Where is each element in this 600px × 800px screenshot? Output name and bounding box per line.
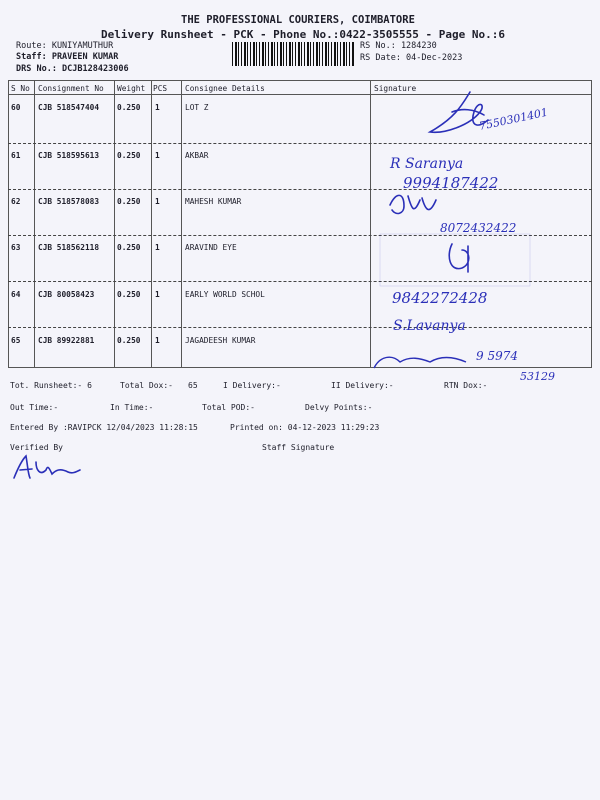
- office-stamp: [380, 234, 530, 286]
- column-divider: [114, 80, 115, 368]
- col-header-consignment: Consignment No: [38, 84, 104, 93]
- row-separator: [8, 143, 592, 144]
- total-runsheet: Tot. Runsheet:- 6: [10, 381, 92, 390]
- verified-by-label: Verified By: [10, 443, 63, 452]
- row-consignment: CJB 518547404: [38, 103, 100, 112]
- column-divider: [370, 80, 371, 368]
- company-title: THE PROFESSIONAL COURIERS, COIMBATORE: [181, 14, 415, 26]
- row-separator: [8, 189, 592, 190]
- row-weight: 0.250: [117, 151, 141, 160]
- staff-label: Staff: PRAVEEN KUMAR: [16, 52, 119, 62]
- row-weight: 0.250: [117, 243, 141, 252]
- rtn-dox: RTN Dox:-: [444, 381, 488, 390]
- handwritten-name: R Saranya: [390, 156, 464, 172]
- handwritten-phone: 9842272428: [392, 289, 488, 307]
- row-consignment: CJB 89922881: [38, 336, 95, 345]
- entered-by: Entered By :RAVIPCK 12/04/2023 11:28:15: [10, 423, 198, 432]
- row-separator: [8, 327, 592, 328]
- row-sno: 60: [11, 103, 21, 112]
- handwritten-phone: 8072432422: [440, 221, 517, 235]
- out-time: Out Time:-: [10, 403, 59, 412]
- row-weight: 0.250: [117, 103, 141, 112]
- column-divider: [34, 80, 35, 368]
- runsheet-subtitle: Delivery Runsheet - PCK - Phone No.:0422-3505555 - Page No.:6: [101, 28, 505, 41]
- route-label: Route: KUNIYAMUTHUR: [16, 41, 114, 51]
- row-consignment: CJB 80058423: [38, 290, 95, 299]
- row-pcs: 1: [155, 103, 160, 112]
- row-sno: 64: [11, 290, 21, 299]
- signature-scribble: [449, 244, 469, 272]
- row-weight: 0.250: [117, 197, 141, 206]
- row-sno: 61: [11, 151, 21, 160]
- handwritten-name: S.Lavanya: [393, 318, 466, 334]
- row-consignee: ARAVIND EYE: [185, 243, 237, 252]
- printed-on: Printed on: 04-12-2023 11:29:23: [230, 423, 380, 432]
- row-consignee: AKBAR: [185, 151, 209, 160]
- table-top-border: [8, 80, 592, 81]
- handwritten-note: 53129: [520, 370, 555, 383]
- col-header-weight: Weight: [117, 84, 146, 93]
- row-weight: 0.250: [117, 336, 141, 345]
- drs-number: DRS No.: DCJB128423006: [16, 64, 129, 74]
- column-divider: [8, 80, 9, 368]
- row-pcs: 1: [155, 290, 160, 299]
- column-divider: [151, 80, 152, 368]
- signature-scribble: [452, 110, 484, 115]
- column-divider: [181, 80, 182, 368]
- row-separator: [8, 235, 592, 236]
- signature-scribble: [390, 195, 436, 213]
- i-delivery: I Delivery:-: [223, 381, 281, 390]
- row-consignee: LOT Z: [185, 103, 209, 112]
- row-pcs: 1: [155, 336, 160, 345]
- table-bottom-border: [8, 367, 592, 368]
- verified-signature: [14, 456, 80, 478]
- column-divider: [591, 80, 592, 368]
- col-header-signature: Signature: [374, 84, 417, 93]
- ii-delivery: II Delivery:-: [331, 381, 394, 390]
- row-consignment: CJB 518595613: [38, 151, 100, 160]
- total-pod: Total POD:-: [202, 403, 255, 412]
- row-separator: [8, 281, 592, 282]
- col-header-sno: S No: [11, 84, 30, 93]
- row-weight: 0.250: [117, 290, 141, 299]
- handwritten-phone: 7550301401: [477, 105, 550, 133]
- row-consignment: CJB 518562118: [38, 243, 100, 252]
- row-pcs: 1: [155, 243, 160, 252]
- col-header-consignee: Consignee Details: [185, 84, 265, 93]
- row-sno: 62: [11, 197, 21, 206]
- table-header-border: [8, 94, 592, 95]
- row-consignee: EARLY WORLD SCHOL: [185, 290, 265, 299]
- staff-signature-label: Staff Signature: [262, 443, 335, 452]
- delvy-points: Delvy Points:-: [305, 403, 373, 412]
- row-sno: 65: [11, 336, 21, 345]
- rs-number: RS No.: 1284230: [360, 41, 437, 51]
- in-time: In Time:-: [110, 403, 154, 412]
- signature-scribble: [430, 92, 488, 132]
- total-dox-value: 65: [188, 381, 198, 390]
- row-consignee: JAGADEESH KUMAR: [185, 336, 256, 345]
- total-dox-label: Total Dox:-: [120, 381, 173, 390]
- barcode: [232, 42, 354, 66]
- col-header-pcs: PCS: [153, 84, 168, 93]
- row-pcs: 1: [155, 197, 160, 206]
- row-consignee: MAHESH KUMAR: [185, 197, 242, 206]
- row-consignment: CJB 518578083: [38, 197, 100, 206]
- handwritten-phone: 9 5974: [476, 349, 518, 363]
- row-pcs: 1: [155, 151, 160, 160]
- row-sno: 63: [11, 243, 21, 252]
- handwritten-phone: 9994187422: [403, 174, 499, 192]
- rs-date: RS Date: 04-Dec-2023: [360, 53, 463, 63]
